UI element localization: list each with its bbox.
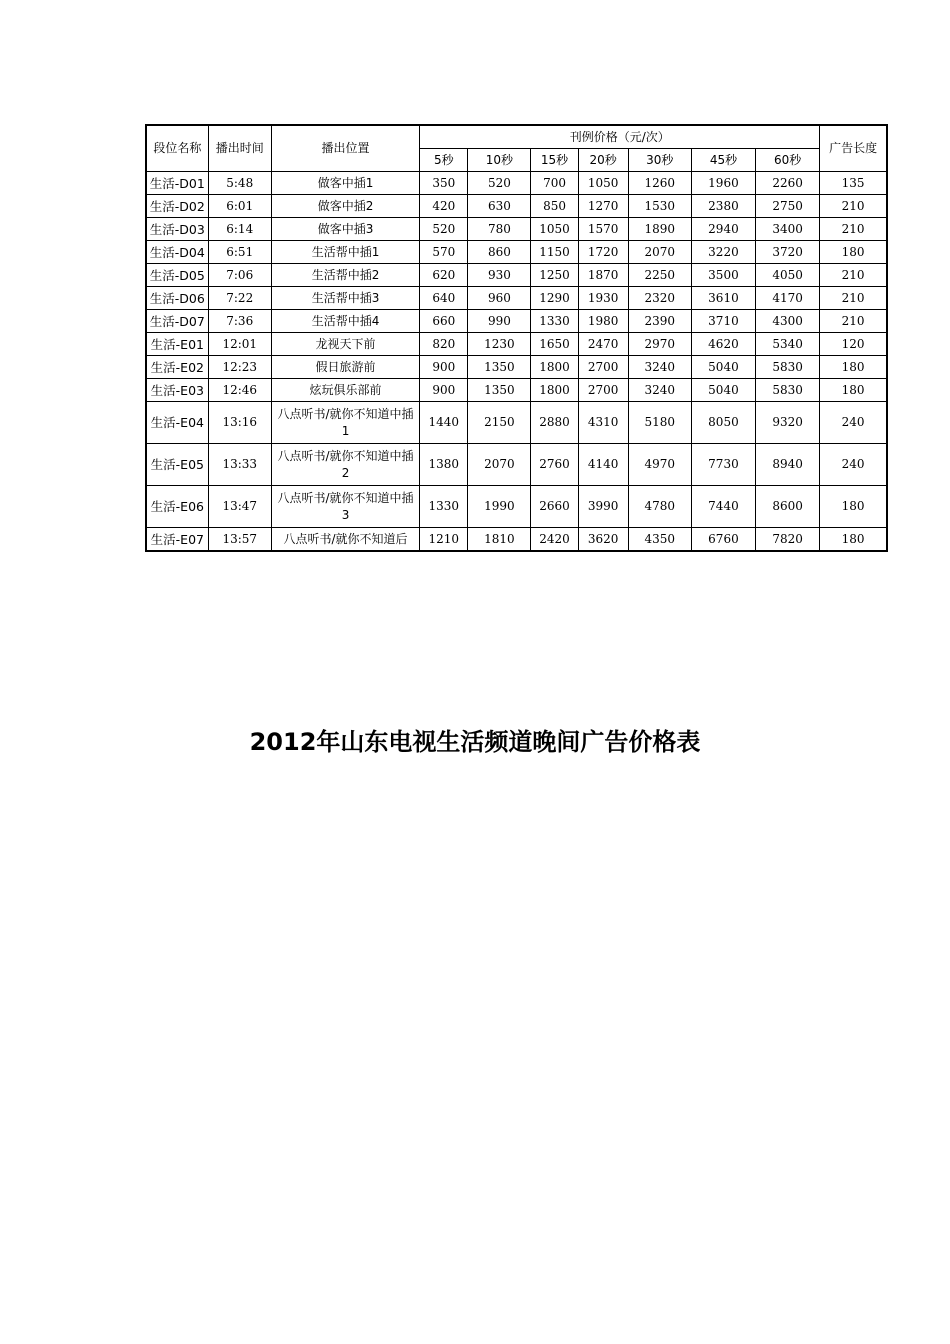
price-cell: 2700 xyxy=(578,379,628,402)
air-time-cell: 6:51 xyxy=(208,241,271,264)
header-duration: 60秒 xyxy=(756,149,820,172)
air-position-cell: 做客中插3 xyxy=(271,218,419,241)
air-time-cell: 7:36 xyxy=(208,310,271,333)
price-cell: 2420 xyxy=(531,528,578,552)
table-row xyxy=(146,486,887,528)
air-time-cell: 12:46 xyxy=(208,379,271,402)
price-cell: 3400 xyxy=(756,218,820,241)
air-position-cell: 八点听书/就你不知道中插2 xyxy=(271,444,419,486)
segment-name-cell: 生活-D06 xyxy=(146,287,208,310)
price-cell: 960 xyxy=(468,287,531,310)
table-row xyxy=(146,444,887,486)
header-air-time: 播出时间 xyxy=(208,125,271,172)
segment-name-cell: 生活-E06 xyxy=(146,486,208,528)
segment-name-cell: 生活-D03 xyxy=(146,218,208,241)
price-cell: 4620 xyxy=(691,333,755,356)
price-cell: 1890 xyxy=(628,218,691,241)
price-cell: 4310 xyxy=(578,402,628,444)
ad-length-cell: 210 xyxy=(820,264,887,287)
air-position-cell: 八点听书/就你不知道中插1 xyxy=(271,402,419,444)
price-cell: 1290 xyxy=(531,287,578,310)
segment-name-cell: 生活-E03 xyxy=(146,379,208,402)
price-cell: 850 xyxy=(531,195,578,218)
air-position-cell: 八点听书/就你不知道中插3 xyxy=(271,486,419,528)
price-cell: 2070 xyxy=(628,241,691,264)
header-duration: 30秒 xyxy=(628,149,691,172)
air-time-cell: 5:48 xyxy=(208,172,271,195)
air-time-cell: 12:01 xyxy=(208,333,271,356)
price-table-container xyxy=(145,124,888,552)
price-cell: 1440 xyxy=(420,402,468,444)
price-cell: 2250 xyxy=(628,264,691,287)
air-time-cell: 13:16 xyxy=(208,402,271,444)
price-cell: 8940 xyxy=(756,444,820,486)
price-cell: 1800 xyxy=(531,379,578,402)
table-row xyxy=(146,241,887,264)
table-row xyxy=(146,195,887,218)
price-cell: 1230 xyxy=(468,333,531,356)
price-cell: 4300 xyxy=(756,310,820,333)
ad-length-cell: 135 xyxy=(820,172,887,195)
price-cell: 5340 xyxy=(756,333,820,356)
price-cell: 2380 xyxy=(691,195,755,218)
air-position-cell: 做客中插1 xyxy=(271,172,419,195)
price-cell: 4140 xyxy=(578,444,628,486)
price-cell: 1960 xyxy=(691,172,755,195)
price-cell: 2150 xyxy=(468,402,531,444)
segment-name-cell: 生活-D01 xyxy=(146,172,208,195)
air-time-cell: 13:47 xyxy=(208,486,271,528)
price-cell: 630 xyxy=(468,195,531,218)
price-cell: 1350 xyxy=(468,356,531,379)
segment-name-cell: 生活-E04 xyxy=(146,402,208,444)
price-cell: 2070 xyxy=(468,444,531,486)
table-row xyxy=(146,218,887,241)
air-position-cell: 龙视天下前 xyxy=(271,333,419,356)
price-cell: 4050 xyxy=(756,264,820,287)
header-ad-length: 广告长度 xyxy=(820,125,887,172)
price-cell: 900 xyxy=(420,356,468,379)
segment-name-cell: 生活-D02 xyxy=(146,195,208,218)
price-cell: 7440 xyxy=(691,486,755,528)
price-cell: 1870 xyxy=(578,264,628,287)
price-cell: 2760 xyxy=(531,444,578,486)
price-cell: 640 xyxy=(420,287,468,310)
price-cell: 1810 xyxy=(468,528,531,552)
price-cell: 1270 xyxy=(578,195,628,218)
air-position-cell: 做客中插2 xyxy=(271,195,419,218)
price-cell: 1050 xyxy=(578,172,628,195)
table-row xyxy=(146,333,887,356)
price-cell: 780 xyxy=(468,218,531,241)
price-cell: 6760 xyxy=(691,528,755,552)
header-duration: 15秒 xyxy=(531,149,578,172)
air-position-cell: 生活帮中插2 xyxy=(271,264,419,287)
price-cell: 5040 xyxy=(691,356,755,379)
price-cell: 2750 xyxy=(756,195,820,218)
price-cell: 3500 xyxy=(691,264,755,287)
price-cell: 520 xyxy=(468,172,531,195)
air-position-cell: 生活帮中插1 xyxy=(271,241,419,264)
price-cell: 3610 xyxy=(691,287,755,310)
price-cell: 1330 xyxy=(531,310,578,333)
price-cell: 420 xyxy=(420,195,468,218)
ad-length-cell: 210 xyxy=(820,195,887,218)
ad-price-table xyxy=(145,124,888,552)
price-cell: 1150 xyxy=(531,241,578,264)
price-cell: 3990 xyxy=(578,486,628,528)
ad-length-cell: 180 xyxy=(820,486,887,528)
segment-name-cell: 生活-D07 xyxy=(146,310,208,333)
price-cell: 5180 xyxy=(628,402,691,444)
header-duration: 20秒 xyxy=(578,149,628,172)
air-position-cell: 生活帮中插3 xyxy=(271,287,419,310)
price-cell: 1350 xyxy=(468,379,531,402)
price-cell: 8600 xyxy=(756,486,820,528)
ad-length-cell: 120 xyxy=(820,333,887,356)
segment-name-cell: 生活-E02 xyxy=(146,356,208,379)
price-cell: 1210 xyxy=(420,528,468,552)
table-row xyxy=(146,287,887,310)
ad-length-cell: 180 xyxy=(820,356,887,379)
header-air-position: 播出位置 xyxy=(271,125,419,172)
table-body xyxy=(146,172,887,552)
header-duration: 5秒 xyxy=(420,149,468,172)
table-row xyxy=(146,528,887,552)
ad-length-cell: 180 xyxy=(820,379,887,402)
price-cell: 2660 xyxy=(531,486,578,528)
table-row xyxy=(146,310,887,333)
price-cell: 1930 xyxy=(578,287,628,310)
price-cell: 1330 xyxy=(420,486,468,528)
table-row xyxy=(146,172,887,195)
price-cell: 1570 xyxy=(578,218,628,241)
header-duration: 45秒 xyxy=(691,149,755,172)
price-cell: 3620 xyxy=(578,528,628,552)
price-cell: 3240 xyxy=(628,356,691,379)
price-cell: 3710 xyxy=(691,310,755,333)
air-position-cell: 八点听书/就你不知道后 xyxy=(271,528,419,552)
price-cell: 4350 xyxy=(628,528,691,552)
ad-length-cell: 210 xyxy=(820,218,887,241)
ad-length-cell: 210 xyxy=(820,287,887,310)
air-position-cell: 炫玩俱乐部前 xyxy=(271,379,419,402)
price-cell: 2260 xyxy=(756,172,820,195)
price-cell: 700 xyxy=(531,172,578,195)
price-cell: 570 xyxy=(420,241,468,264)
price-cell: 3720 xyxy=(756,241,820,264)
price-cell: 2940 xyxy=(691,218,755,241)
air-position-cell: 假日旅游前 xyxy=(271,356,419,379)
price-cell: 5040 xyxy=(691,379,755,402)
price-cell: 3240 xyxy=(628,379,691,402)
price-cell: 520 xyxy=(420,218,468,241)
price-cell: 860 xyxy=(468,241,531,264)
header-segment-name: 段位名称 xyxy=(146,125,208,172)
price-cell: 620 xyxy=(420,264,468,287)
price-cell: 990 xyxy=(468,310,531,333)
air-time-cell: 12:23 xyxy=(208,356,271,379)
price-cell: 4780 xyxy=(628,486,691,528)
price-cell: 5830 xyxy=(756,379,820,402)
header-duration: 10秒 xyxy=(468,149,531,172)
price-cell: 8050 xyxy=(691,402,755,444)
table-row xyxy=(146,264,887,287)
segment-name-cell: 生活-E01 xyxy=(146,333,208,356)
price-cell: 930 xyxy=(468,264,531,287)
ad-length-cell: 240 xyxy=(820,444,887,486)
segment-name-cell: 生活-D04 xyxy=(146,241,208,264)
price-cell: 9320 xyxy=(756,402,820,444)
price-cell: 1980 xyxy=(578,310,628,333)
air-time-cell: 6:01 xyxy=(208,195,271,218)
air-time-cell: 13:33 xyxy=(208,444,271,486)
price-cell: 2970 xyxy=(628,333,691,356)
air-time-cell: 6:14 xyxy=(208,218,271,241)
segment-name-cell: 生活-D05 xyxy=(146,264,208,287)
ad-length-cell: 180 xyxy=(820,241,887,264)
price-cell: 1530 xyxy=(628,195,691,218)
price-cell: 5830 xyxy=(756,356,820,379)
header-price-group: 刊例价格（元/次） xyxy=(420,125,820,149)
price-cell: 1380 xyxy=(420,444,468,486)
price-cell: 2880 xyxy=(531,402,578,444)
air-position-cell: 生活帮中插4 xyxy=(271,310,419,333)
price-cell: 1720 xyxy=(578,241,628,264)
segment-name-cell: 生活-E05 xyxy=(146,444,208,486)
price-cell: 3220 xyxy=(691,241,755,264)
price-cell: 2320 xyxy=(628,287,691,310)
ad-length-cell: 240 xyxy=(820,402,887,444)
price-cell: 350 xyxy=(420,172,468,195)
price-cell: 1250 xyxy=(531,264,578,287)
price-cell: 2470 xyxy=(578,333,628,356)
air-time-cell: 13:57 xyxy=(208,528,271,552)
price-cell: 820 xyxy=(420,333,468,356)
price-cell: 4970 xyxy=(628,444,691,486)
ad-length-cell: 180 xyxy=(820,528,887,552)
price-cell: 1990 xyxy=(468,486,531,528)
segment-name-cell: 生活-E07 xyxy=(146,528,208,552)
air-time-cell: 7:22 xyxy=(208,287,271,310)
table-row xyxy=(146,402,887,444)
price-cell: 7820 xyxy=(756,528,820,552)
price-cell: 4170 xyxy=(756,287,820,310)
price-cell: 1800 xyxy=(531,356,578,379)
price-cell: 1650 xyxy=(531,333,578,356)
air-time-cell: 7:06 xyxy=(208,264,271,287)
price-cell: 1260 xyxy=(628,172,691,195)
table-row xyxy=(146,379,887,402)
table-row xyxy=(146,356,887,379)
ad-length-cell: 210 xyxy=(820,310,887,333)
page-title: 2012年山东电视生活频道晚间广告价格表 xyxy=(249,728,701,756)
price-cell: 660 xyxy=(420,310,468,333)
price-cell: 7730 xyxy=(691,444,755,486)
price-cell: 1050 xyxy=(531,218,578,241)
price-cell: 2700 xyxy=(578,356,628,379)
price-cell: 2390 xyxy=(628,310,691,333)
price-cell: 900 xyxy=(420,379,468,402)
